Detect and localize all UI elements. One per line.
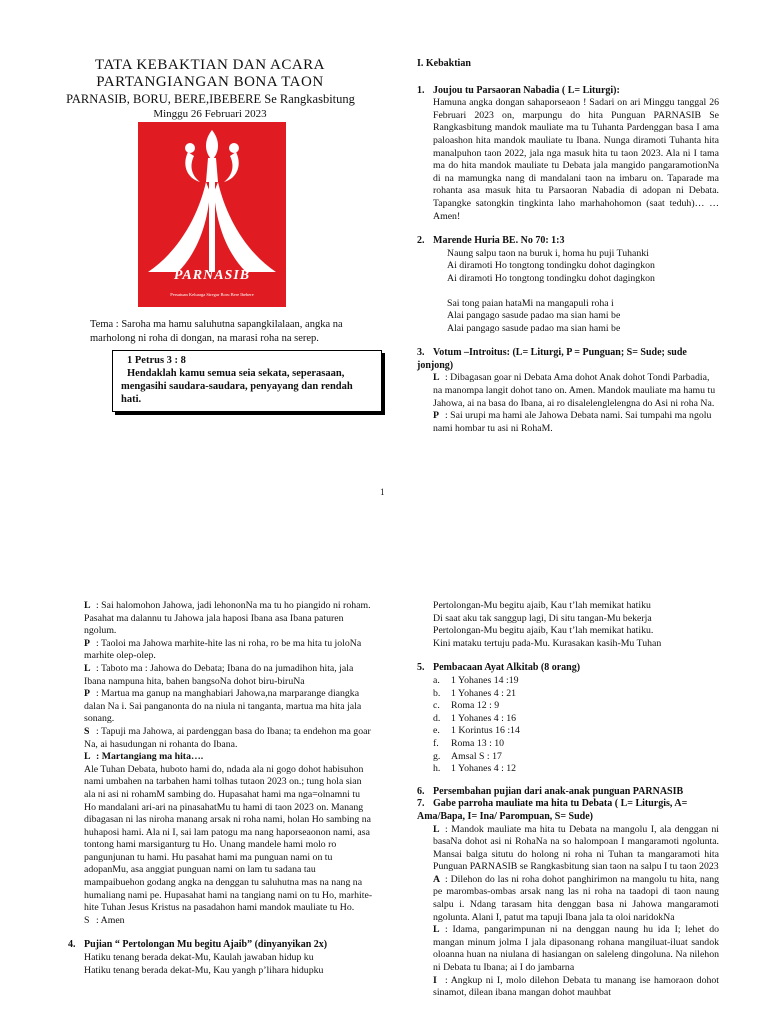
section-7-title: 7. Gabe parroha mauliate ma hita tu Debata ( L= Liturgis, A= Ama/Bapa, I= Ina/ Parompuan, S= Sude) (417, 798, 688, 822)
reading-item: d. 1 Yohanes 4 : 16 (433, 712, 517, 724)
song-line: Hatiku tenang berada dekat-Mu, Kau yangh p’lihara hidupku (84, 964, 324, 976)
hymn-line: Alai pangago sasude padao ma sian hami be (447, 322, 621, 334)
section-1-text: Hamuna angka dongan sahaporseaon ! Sadari on ari Minggu tanggal 26 Februari 2023 on, marpungu do hita Punguan PARNASIB Se Rangkasbitung mandok mauliate ma tu Tuhanta Pardenggan basa I ama paloashon hita mandok mauliate tu Ibana. Nunga diramoti Tuhanta hita manalpuhon taon 2022, jala nga masuk hita tu taon 2023. Ala ni I tama ma do hita mandok mauliate tu Debata jala mangido pangaramotionNa di na mamungka nang di mandalani taon na imbaru on. Taparade ma rohanta asa masuk hita tu Parsaoran Nabadia di adopan ni Debata. Tapangke satongkin tingkinta laho marhahohomon (saat teduh)… … Amen! (433, 97, 719, 222)
liturgy-A: A : Dilehon do las ni roha dohot panghirimon na mangolu tu hita, nang pe marombas-ombas arsak nang las ni roha na taadopi di taon naung salpu i. Ndang tarasam hita denggan basa ni Jahowa mangaramoti ngolunta. Alani I, patut ma tapuji Ibana jala ta oloi naridokNa (433, 873, 719, 923)
hymn-line: Sai tong paian hataMi na mangapuli roha i (447, 297, 614, 309)
liturgy-P: P : Sai urupi ma hami ale Jahowa Debata nami. Sai tumpahi ma ngolu nami hombar tu asi ni RohaM. (433, 410, 712, 434)
hymn-line: Naung salpu taon na buruk i, homa hu puji Tuhanki (447, 247, 649, 259)
song-line: Kini mataku tertuju pada-Mu. Kurasakan kasih-Mu Tuhan (433, 637, 662, 649)
section-5-title: 5. Pembacaan Ayat Alkitab (8 orang) (417, 662, 581, 674)
liturgy-L: L : Sai halomohon Jahowa, jadi lehononNa ma tu ho piangido ni roham. Pasahat ma dalannu tu Jahowa jala haposi Ibana asa Ibana paturen ngolum. (84, 600, 371, 637)
title-line-1: TATA KEBAKTIAN DAN ACARA (94, 57, 325, 73)
section-6-title: 6. Persembahan pujian dari anak-anak punguan PARNASIB (417, 785, 684, 797)
theme-label: Tema (90, 319, 114, 330)
reading-item: b. 1 Yohanes 4 : 21 (433, 687, 517, 699)
song-line: Pertolongan-Mu begitu ajaib, Kau t’lah memikat hatiku (433, 600, 651, 611)
prayer-text: Ale Tuhan Debata, huboto hami do, ndada ala ni gogo dohot habisuhon nami umbahen na tarbahen hami tolhas tutaon 2023 on.; tung hola sian ala ni asi ni rohamM sambing do. Hupasahat hami ma nga=olnamni tu Ho mandalani ari-ari na pinasahatMu tu hami di taon 2023 on. Manang dibagasan ni las niroha manang arsak ni roha nami, holan Ho sambing na huhaposi hami. Ala ni I, sai lam patogu ma nang haporseaonon nami, asa tontong hami marsiganturg tu Ho. Unang mandele hami molo ro pangunjunan tu hami. Hu pasahat hami ma punguan nami on tu adopanMu, asa anggiat punguan nami on lam tu sadana tau mampaibuehon godang angka na denggan tu saluhutna mas na nang na humaliang nami pe. Hupasahat hami na tangiang nami on tu Ho, marhite-hite Tuhan Jesus Kristus na pasadahon hami mandok mauliate tu Ho. (84, 763, 373, 914)
liturgy-S: S : Amen (84, 914, 125, 926)
hymn-line: Ai diramoti Ho tongtong tondingku dohot dagingkon (447, 260, 655, 272)
verse-box (112, 350, 382, 412)
reading-item: c. Roma 12 : 9 (433, 700, 500, 712)
theme-text: : Saroha ma hamu saluhutna sapangkilalaan, angka na marholong ni roha di dongan, na marasi roha na serep. (90, 319, 343, 344)
hymn-line: Ai diramoti Ho tongtong tondingku dohot dagingkon (447, 272, 655, 284)
reading-item: f. Roma 13 : 10 (433, 737, 505, 749)
song-line: Di saat aku tak sanggup lagi, Di situ tangan-Mu bekerja (433, 612, 652, 624)
liturgy-I: I : Angkup ni I, molo dilehon Debata tu manang ise hamoraon dohot sinamot, dilean ibana mangan dohot mauhbat (433, 974, 719, 999)
page-2 (0, 512, 768, 1024)
section-1-title: 1. Joujou tu Parsaoran Nabadia ( L= Liturgi): (417, 84, 620, 96)
verse-text: Hendaklah kamu semua seia sekata, seperasaan, mengasihi saudara-saudara, penyayang dan rendah hati. (121, 368, 353, 405)
logo-subtext: Persatuan Keluarga Siregar Boru Bere Ibebere (170, 292, 254, 297)
reading-item: a. 1 Yohanes 14 :19 (433, 674, 519, 686)
theme (90, 318, 380, 346)
reading-item: e. 1 Korintus 16 :14 (433, 725, 520, 737)
section-title: I. Kebaktian (417, 58, 471, 69)
hymn-line: Alai pangago sasude padao ma sian hami be (447, 310, 621, 322)
liturgy-P: P : Taoloi ma Jahowa marhite-hite las ni roha, ro be ma hita tu joloNa marhite olep-olep. (84, 637, 362, 662)
liturgy-P: P : Martua ma ganup na manghabiari Jahowa,na marparange diangka dalan Na i. Sai panganonta do na niula ni tanganta, martua ma hita jala sonang. (84, 688, 362, 725)
verse-reference: 1 Petrus 3 : 8 (127, 355, 186, 366)
parnasib-logo (138, 122, 286, 307)
section-3-title: 3. Votum –Introitus: (L= Liturgi, P = Punguan; S= Sude; sude jonjong) (417, 347, 687, 371)
right-column-page-1 (417, 58, 719, 435)
page-number: 1 (380, 487, 385, 497)
liturgy-S: S : Tapuji ma Jahowa, ai pardenggan basa do Ibana; ta endehon ma goar Na, ai hasudungan ni rohanta do Ibana. (84, 725, 371, 750)
liturgy-L: L : Mandok mauliate ma hita tu Debata na mangolu I, ala denggan ni basaNa dohot asi ni RohaNa na so halompoan I mangaramoti ngolunta. Mansai balga situtu do holong ni roha ni Tuhan ta mangaramoti hita Punguan PARNASIB se Rangkasbitung sian taon na salpu I tu taon 2023 (433, 823, 719, 873)
title-line-2: PARTANGIANGAN BONA TAON (96, 74, 324, 90)
liturgy-L: L : Idama, pangarimpunan ni na denggan naung hu ida I; lehet do mangan minum jolma I jala dipasonang rohana mangiluat-iluat sandok oloanna huan na niulana di hasiangan on saleleng dingoluna. Na nilehon ni Debata tu Ibana; ai I do jambarna (433, 924, 719, 974)
section-4-title: 4. Pujian “ Pertolongan Mu begitu Ajaib” (dinyanyikan 2x) (68, 939, 328, 951)
prayer-title: L : Martangiang ma hita…. (84, 751, 204, 763)
left-column-page-2 (68, 600, 374, 977)
reading-item: h. 1 Yohanes 4 : 12 (433, 763, 517, 775)
right-column-page-2 (417, 600, 719, 1000)
logo-text: PARNASIB (173, 268, 251, 283)
liturgy-L: L : Dibagasan goar ni Debata Ama dohot Anak dohot Tondi Parbadia, na manompa langit dohot tano on. Amen. Mandok mauliate ma hamu tu Jahowa, ai na basa do Ibana, ai ro disalelenglelengna do Asi ni roha Na. (433, 372, 716, 409)
liturgy-L: L : Taboto ma : Jahowa do Debata; Ibana do na jumadihon hita, jala Ibana nampuna hita, bahen bangsoNa dohot biru-biruNa (84, 662, 354, 687)
reading-item: g. Amsal S : 17 (433, 750, 502, 762)
date: Minggu 26 Februari 2023 (153, 108, 267, 120)
page-title (60, 57, 360, 91)
song-line: Hatiku tenang berada dekat-Mu, Kaulah jawaban hidup ku (84, 952, 314, 964)
subtitle: PARNASIB, BORU, BERE,IBEBERE Se Rangkasbitung (66, 92, 355, 106)
section-2-title: 2. Marende Huria BE. No 70: 1:3 (417, 235, 565, 247)
song-line: Pertolongan-Mu begitu ajaib, Kau t’lah memikat hatiku. (433, 625, 654, 637)
